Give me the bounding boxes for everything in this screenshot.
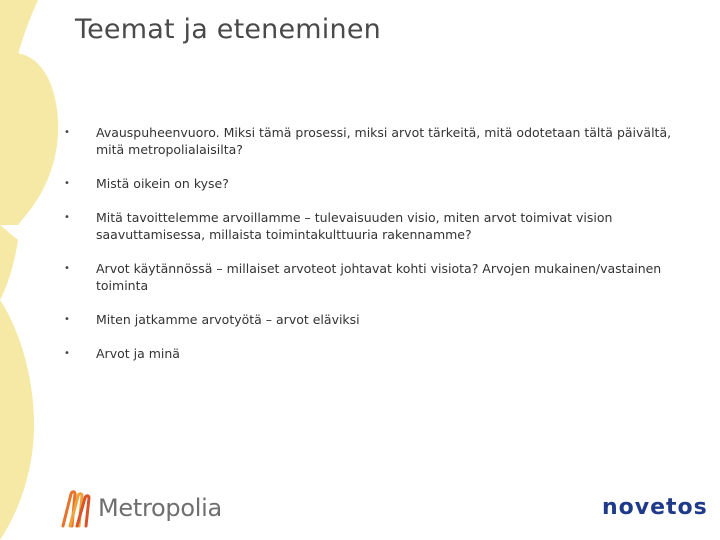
bullet-list xyxy=(60,124,700,379)
bullet-text: Arvot käytännössä – millaiset arvoteot johtavat kohti visiota? Arvojen mukainen/vastainen toiminta xyxy=(96,261,662,293)
novetos-logo: novetos xyxy=(602,495,708,520)
bullet-item xyxy=(60,260,700,294)
bullet-item xyxy=(60,209,700,243)
bullet-marker: • xyxy=(64,263,70,274)
bullet-text: Avauspuheenvuoro. Miksi tämä prosessi, miksi arvot tärkeitä, mitä odotetaan tältä päivältä, mitä metropolialaisilta? xyxy=(96,125,672,157)
bullet-marker: • xyxy=(64,127,70,138)
bullet-text: Mistä oikein on kyse? xyxy=(96,176,229,191)
metropolia-wordmark: Metropolia xyxy=(98,494,222,522)
bullet-item xyxy=(60,175,700,192)
bullet-marker: • xyxy=(64,178,70,189)
bullet-item xyxy=(60,311,700,328)
bullet-marker: • xyxy=(64,212,70,223)
bullet-text: Arvot ja minä xyxy=(96,346,180,361)
bullet-item xyxy=(60,124,700,158)
bullet-text: Miten jatkamme arvotyötä – arvot eläviksi xyxy=(96,312,360,327)
metropolia-logo xyxy=(60,488,222,528)
bullet-item xyxy=(60,345,700,362)
metropolia-m-icon xyxy=(60,488,96,528)
bullet-text: Mitä tavoittelemme arvoillamme – tulevaisuuden visio, miten arvot toimivat vision saavuttamisessa, millaista toimintakulttuuria rakennamme? xyxy=(96,210,613,242)
bullet-marker: • xyxy=(64,348,70,359)
bullet-marker: • xyxy=(64,314,70,325)
slide-title: Teemat ja eteneminen xyxy=(75,14,381,45)
